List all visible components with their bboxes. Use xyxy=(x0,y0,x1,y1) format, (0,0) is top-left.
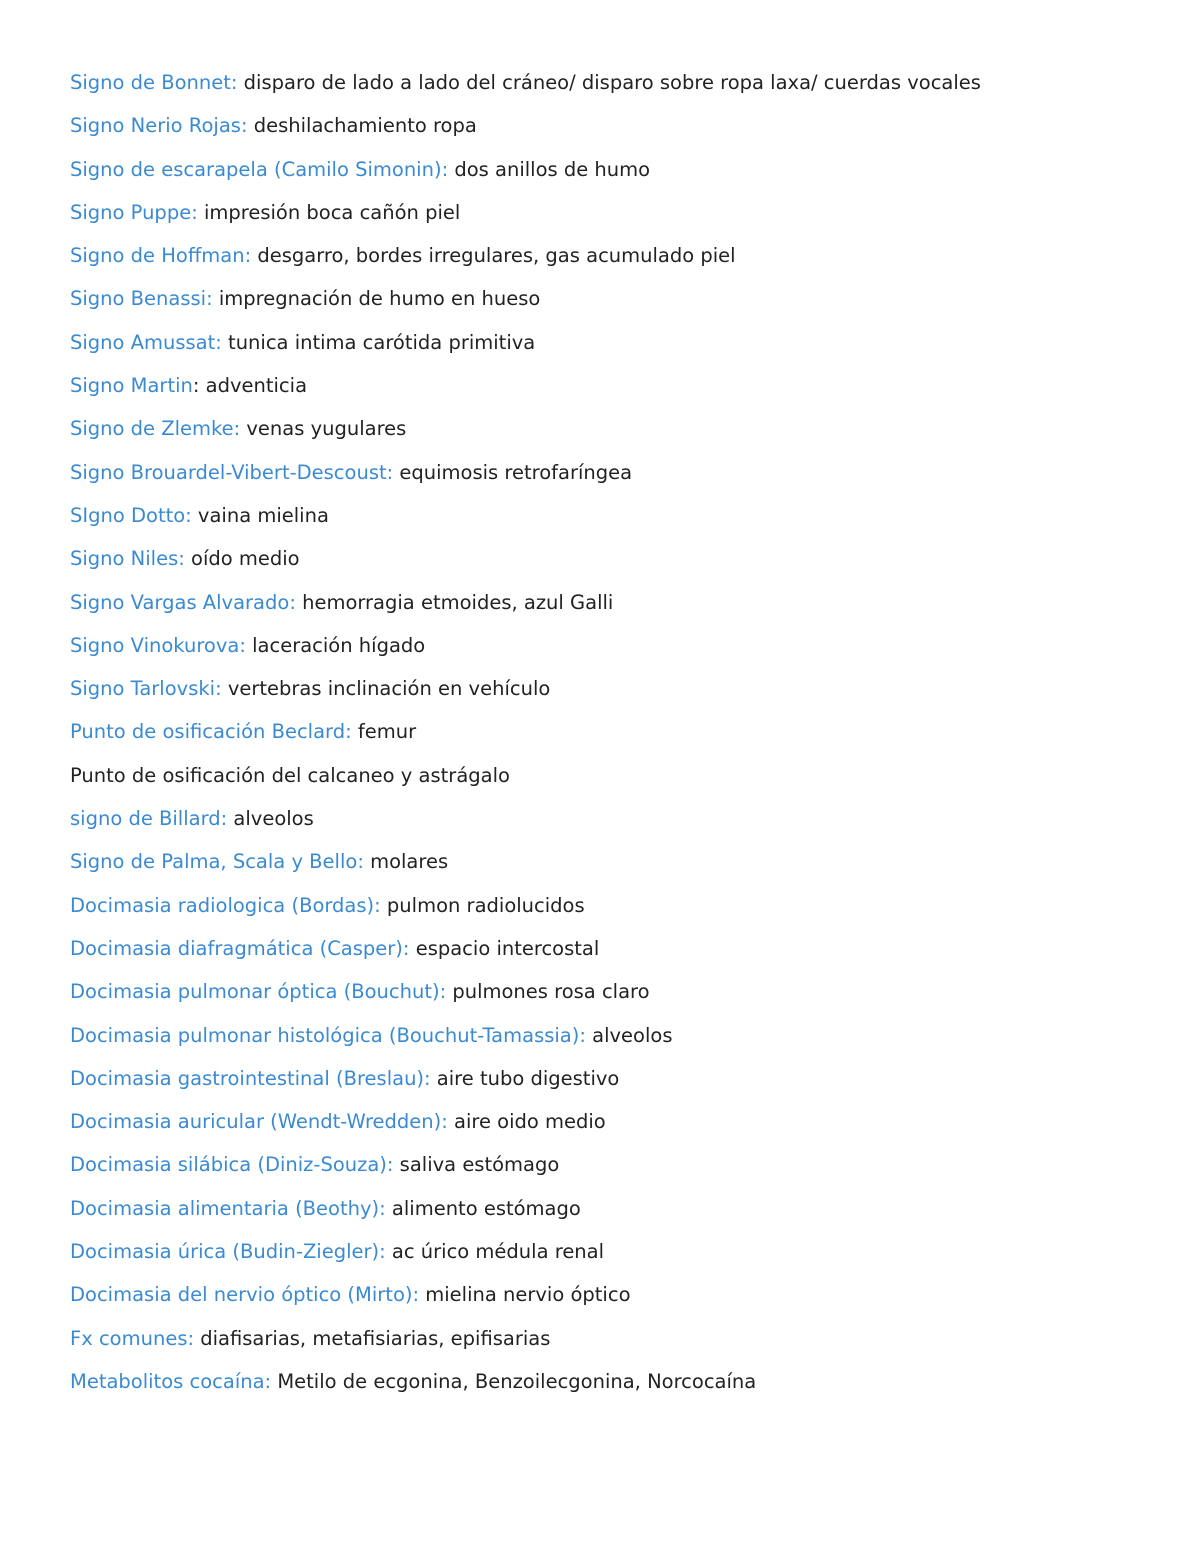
entry-description: alveolos xyxy=(585,1023,673,1047)
entry-description: desgarro, bordes irregulares, gas acumulado piel xyxy=(251,244,736,268)
entry-line xyxy=(70,977,1170,1020)
entry-term: Signo Benassi: xyxy=(70,287,213,311)
entry-description: tunica intima carótida primitiva xyxy=(221,330,536,354)
entry-term: Docimasia alimentaria (Beothy): xyxy=(70,1196,386,1220)
entry-line xyxy=(70,414,1170,457)
entry-description: femur xyxy=(351,720,417,744)
entry-line xyxy=(70,847,1170,890)
entry-description: equimosis retrofaríngea xyxy=(393,460,633,484)
entry-description: aire oido medio xyxy=(447,1110,606,1134)
entry-line xyxy=(70,588,1170,631)
entry-description: mielina nervio óptico xyxy=(419,1283,631,1307)
entry-term: Docimasia pulmonar óptica (Bouchut): xyxy=(70,980,447,1004)
entry-line xyxy=(70,111,1170,154)
entry-term: Metabolitos cocaína: xyxy=(70,1369,272,1393)
entry-term: Docimasia auricular (Wendt-Wredden): xyxy=(70,1110,448,1134)
entry-description: impregnación de humo en hueso xyxy=(212,287,541,311)
entry-line xyxy=(70,1150,1170,1193)
entry-line xyxy=(70,1324,1170,1367)
entry-term: Signo Brouardel-Vibert-Descoust: xyxy=(70,460,394,484)
entry-line xyxy=(70,717,1170,760)
entry-description: hemorragia etmoides, azul Galli xyxy=(295,590,614,614)
entry-line xyxy=(70,458,1170,501)
entry-line xyxy=(70,1107,1170,1150)
entry-term: Signo Niles: xyxy=(70,547,185,571)
entry-line xyxy=(70,1194,1170,1237)
entry-term: signo de Billard: xyxy=(70,807,228,831)
entry-term: Signo Vargas Alvarado: xyxy=(70,590,296,614)
entry-line xyxy=(70,1367,1170,1410)
entry-line xyxy=(70,631,1170,674)
entry-line xyxy=(70,804,1170,847)
entry-description: alveolos xyxy=(227,807,314,831)
entry-line xyxy=(70,371,1170,414)
entry-term: Docimasia del nervio óptico (Mirto): xyxy=(70,1283,420,1307)
entry-description: saliva estómago xyxy=(393,1153,560,1177)
entry-term: Docimasia diafragmática (Casper): xyxy=(70,936,410,960)
entry-term: Signo Nerio Rojas: xyxy=(70,114,248,138)
entry-line xyxy=(70,284,1170,327)
entry-term: Docimasia radiologica (Bordas): xyxy=(70,893,381,917)
entry-description: venas yugulares xyxy=(240,417,407,441)
entry-line xyxy=(70,68,1170,111)
document-body xyxy=(70,68,1170,1410)
entry-term: Signo Vinokurova: xyxy=(70,633,246,657)
entry-description: impresión boca cañón piel xyxy=(197,200,461,224)
entry-term: SIgno Dotto: xyxy=(70,503,192,527)
entry-description: alimento estómago xyxy=(385,1196,581,1220)
entry-term: Signo de Bonnet: xyxy=(70,71,238,94)
entry-line xyxy=(70,241,1170,284)
entry-term: Signo Puppe: xyxy=(70,200,198,224)
entry-line xyxy=(70,198,1170,241)
entry-term: Docimasia úrica (Budin-Ziegler): xyxy=(70,1240,386,1264)
entry-term: Signo Martin xyxy=(70,374,193,398)
entry-description: pulmones rosa claro xyxy=(446,980,650,1004)
entry-description: dos anillos de humo xyxy=(448,157,651,181)
entry-description: espacio intercostal xyxy=(409,936,600,960)
entry-description: deshilachamiento ropa xyxy=(247,114,477,138)
entry-term: Signo de Palma, Scala y Bello: xyxy=(70,850,364,874)
entry-term: Docimasia gastrointestinal (Breslau): xyxy=(70,1066,431,1090)
entry-description: Punto de osificación del calcaneo y astrágalo xyxy=(70,763,510,787)
entry-description: laceración hígado xyxy=(245,633,426,657)
entry-description: diafisarias, metafisiarias, epifisarias xyxy=(194,1326,551,1350)
entry-line xyxy=(70,1237,1170,1280)
entry-description: Metilo de ecgonina, Benzoilecgonina, Norcocaína xyxy=(271,1369,757,1393)
entry-line xyxy=(70,155,1170,198)
entry-line xyxy=(70,1280,1170,1323)
entry-description: aire tubo digestivo xyxy=(430,1066,620,1090)
entry-term: Signo Tarlovski: xyxy=(70,677,222,701)
entry-line xyxy=(70,674,1170,717)
entry-line xyxy=(70,761,1170,804)
entry-description: vaina mielina xyxy=(191,503,329,527)
entry-description: ac úrico médula renal xyxy=(385,1240,605,1264)
entry-line xyxy=(70,891,1170,934)
entry-line xyxy=(70,501,1170,544)
entry-term: Signo de Hoffman: xyxy=(70,244,252,268)
entry-line xyxy=(70,1064,1170,1107)
entry-description: : adventicia xyxy=(192,374,308,398)
entry-line xyxy=(70,544,1170,587)
entry-line xyxy=(70,1021,1170,1064)
entry-description: pulmon radiolucidos xyxy=(380,893,585,917)
entry-line xyxy=(70,328,1170,371)
entry-description: disparo de lado a lado del cráneo/ disparo sobre ropa laxa/ cuerdas vocales xyxy=(237,71,981,94)
entry-term: Signo de escarapela (Camilo Simonin): xyxy=(70,157,449,181)
entry-term: Fx comunes: xyxy=(70,1326,195,1350)
entry-term: Punto de osificación Beclard: xyxy=(70,720,352,744)
entry-term: Signo Amussat: xyxy=(70,330,222,354)
entry-line xyxy=(70,934,1170,977)
entry-term: Signo de Zlemke: xyxy=(70,417,241,441)
entry-description: oído medio xyxy=(184,547,300,571)
entry-description: molares xyxy=(363,850,449,874)
entry-term: Docimasia pulmonar histológica (Bouchut-Tamassia): xyxy=(70,1023,586,1047)
entry-description: vertebras inclinación en vehículo xyxy=(221,677,551,701)
entry-term: Docimasia silábica (Diniz-Souza): xyxy=(70,1153,394,1177)
